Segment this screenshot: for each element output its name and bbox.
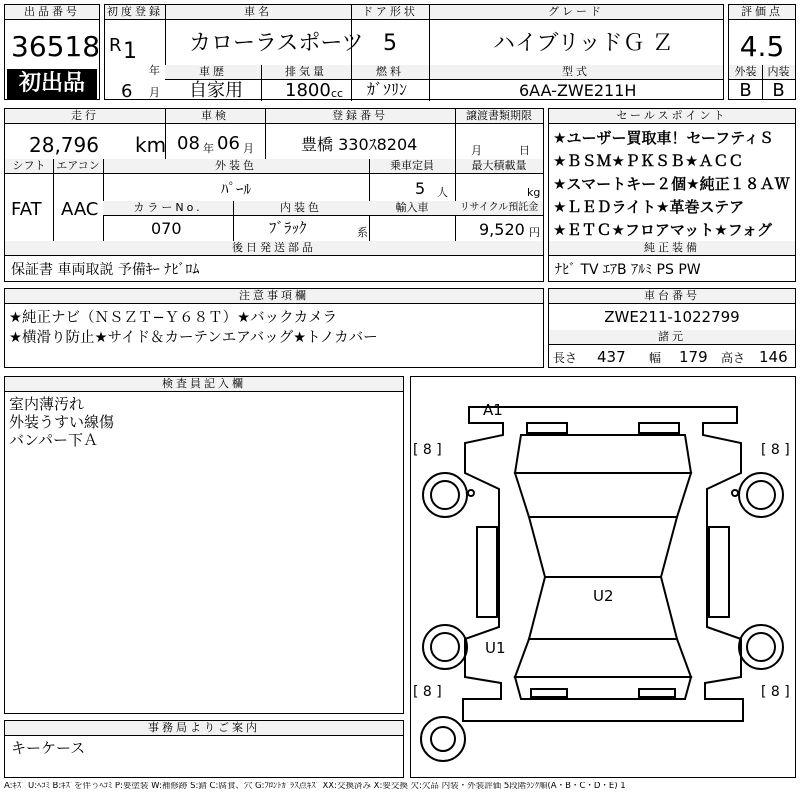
length-label: 長さ — [553, 351, 578, 365]
sales-line-5: ★ＥＴＣ★フロアマット★フォグ — [553, 221, 772, 239]
damage-a1: A1 — [483, 401, 503, 419]
fuel-label: 燃料 — [351, 65, 429, 80]
inspector-label: 検査員記入欄 — [5, 377, 403, 392]
mileage-value: 28,796 — [29, 133, 99, 157]
plate-label: 登録番号 — [265, 109, 455, 124]
later-parts-label: 後日発送部品 — [5, 241, 543, 256]
office-box — [4, 720, 404, 778]
width-label: 幅 — [649, 351, 662, 365]
capacity-label: 乗車定員 — [369, 159, 455, 174]
sales-line-2: ★ＢＳＭ★ＰＫＳＢ★ＡＣＣ — [553, 152, 744, 170]
load-unit: kg — [527, 186, 541, 199]
interior-color-value: ﾌﾞﾗｯｸ — [269, 219, 307, 237]
grade-label: グレード — [429, 5, 723, 20]
year-unit: 年 — [149, 64, 160, 77]
dims-label: 諸元 — [549, 330, 795, 345]
insp-year-unit: 年 — [203, 142, 214, 155]
later-parts-value: 保証書 車両取説 予備ｷｰ ﾅﾋﾞﾛﾑ — [11, 262, 200, 278]
sales-label: セールスポイント — [549, 109, 795, 124]
insp-month: 06 — [217, 133, 240, 154]
color-no-value: 070 — [151, 219, 182, 238]
equip-value: ﾅﾋﾞ TV ｴｱB ｱﾙﾐ PS PW — [555, 262, 701, 278]
lot-number: 36518 — [11, 30, 101, 63]
notes-box — [4, 288, 544, 368]
inspection-label: 車検 — [165, 109, 265, 124]
sales-line-1: ★ユーザー買取車！セーフティＳ — [553, 129, 774, 147]
doors-label: ドア形状 — [351, 5, 429, 20]
ac-value: AAC — [61, 199, 99, 220]
recycle-label: リサイクル預託金 — [455, 201, 543, 216]
doors-value: 5 — [383, 31, 397, 56]
grade-value: ハイブリッドＧ Ｚ — [493, 31, 674, 56]
cc-label: 排気量 — [261, 65, 351, 80]
history-value: 自家用 — [189, 80, 243, 101]
notes-label: 注意事項欄 — [5, 289, 543, 304]
cc-unit: cc — [331, 87, 344, 100]
car-name: カローラスポーツ — [189, 31, 364, 56]
int-label: 内装 — [762, 65, 795, 80]
shift-label: シフト — [5, 159, 53, 174]
capacity-value: 5 — [415, 179, 426, 198]
chassis-label: 車台番号 — [549, 289, 795, 304]
inspector-line-1: 室内薄汚れ — [9, 395, 85, 413]
tread-rl: [ 8 ] — [413, 684, 442, 700]
insp-month-unit: 月 — [243, 142, 254, 155]
int-value: B — [772, 80, 785, 101]
car-outline-svg — [411, 377, 795, 777]
car-diagram — [410, 376, 796, 778]
transfer-label: 譲渡書類期限 — [455, 109, 543, 124]
month-unit: 月 — [149, 86, 160, 99]
interior-color-unit: 系 — [357, 226, 368, 239]
inspector-line-2: 外装うすい線傷 — [9, 413, 115, 431]
office-label: 事務局よりご案内 — [5, 721, 403, 736]
history-label: 車歴 — [165, 65, 261, 80]
width-value: 179 — [679, 348, 708, 366]
reg-label: 初度登録 — [107, 5, 163, 18]
lot-label: 出品番号 — [5, 5, 99, 20]
recycle-value: 9,520 — [479, 220, 525, 239]
load-label: 最大積載量 — [455, 159, 543, 174]
mileage-label: 走行 — [5, 109, 165, 124]
sales-points — [548, 108, 796, 282]
fuel-value: ｶﾞｿﾘﾝ — [367, 80, 408, 99]
insp-year: 08 — [177, 133, 200, 154]
score-label: 評価点 — [729, 5, 795, 20]
damage-u2: U2 — [593, 587, 614, 605]
chassis-box — [548, 288, 796, 368]
sales-line-4: ★ＬＥＤライト★革巻ステア — [553, 198, 745, 216]
office-value: キーケース — [11, 739, 86, 757]
score-value: 4.5 — [739, 30, 785, 63]
recycle-unit: 円 — [529, 226, 540, 239]
height-value: 146 — [759, 348, 788, 366]
equip-label: 純正装備 — [549, 241, 795, 256]
reg-era: R — [109, 35, 122, 56]
reg-year: 1 — [123, 39, 137, 64]
score-block — [728, 4, 796, 100]
ext-label: 外装 — [729, 65, 762, 80]
inspector-box — [4, 376, 404, 714]
tread-fr: [ 8 ] — [761, 442, 790, 458]
lot-block — [4, 4, 100, 100]
tread-rr: [ 8 ] — [761, 684, 790, 700]
interior-color-label: 内装色 — [233, 201, 369, 216]
inspector-line-3: バンパー下Ａ — [9, 431, 98, 449]
damage-u1: U1 — [485, 639, 506, 657]
color-value: ﾊﾟｰﾙ — [220, 180, 251, 198]
cc-value: 1800 — [285, 80, 331, 101]
height-label: 高さ — [721, 351, 746, 365]
sales-line-3: ★スマートキー２個★純正１８ＡＷ — [553, 175, 790, 193]
name-label: 車名 — [165, 5, 351, 20]
notes-line-2: ★横滑り防止★サイド＆カーテンエアバッグ★トノカバー — [9, 330, 378, 346]
transfer-month: 月 — [471, 144, 482, 157]
ext-value: B — [739, 80, 752, 101]
model-value: 6AA-ZWE211H — [519, 81, 637, 100]
legend-text: A:ｷｽﾞ U:ﾍｺﾐ B:ｷｽﾞを伴うﾍｺﾐ P:要塗装 W:補修跡 S:錆 C:腐食、穴 G:ﾌﾛﾝﾄｶﾞﾗｽ点ｷｽﾞ XX:交換済み X:要交換 欠:欠品 内装・外装評価 5段階ﾗﾝｸ順(A・B・C・D・E) 1 — [4, 782, 626, 791]
chassis-value: ZWE211-1022799 — [604, 308, 740, 326]
ac-label: エアコン — [53, 159, 103, 174]
notes-line-1: ★純正ナビ（ＮＳＺＴ−Ｙ６８Ｔ）★バックカメラ — [9, 310, 338, 326]
color-no-label: カラーNo. — [103, 201, 233, 216]
capacity-unit: 人 — [437, 186, 448, 199]
plate-value: 豊橋 330ｽ8204 — [301, 135, 418, 154]
shift-value: FAT — [11, 199, 42, 220]
reg-month: 6 — [121, 81, 133, 102]
length-value: 437 — [597, 348, 626, 366]
transfer-day: 日 — [519, 144, 530, 157]
first-listing-badge: 初出品 — [7, 69, 97, 99]
vehicle-info-grid — [104, 4, 724, 100]
tread-fl: [ 8 ] — [413, 442, 442, 458]
model-label: 型式 — [429, 65, 723, 80]
mileage-unit: km — [135, 133, 167, 157]
color-label: 外装色 — [103, 159, 369, 174]
details-grid — [4, 108, 544, 282]
import-label: 輸入車 — [369, 201, 455, 216]
